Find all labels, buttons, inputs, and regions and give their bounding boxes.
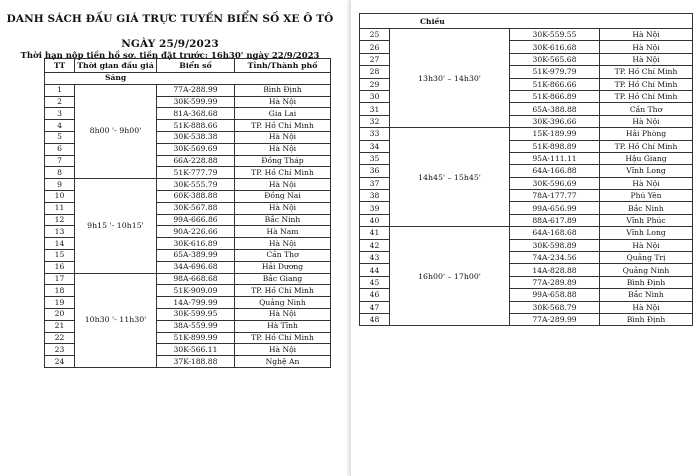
province: Hà Nội — [600, 177, 693, 189]
plate-number: 51K-777.79 — [157, 167, 235, 179]
province: Hà Nội — [600, 29, 693, 41]
row-index: 40 — [360, 214, 390, 226]
row-index: 28 — [360, 66, 390, 78]
row-index: 48 — [360, 313, 390, 325]
province: Bắc Ninh — [235, 214, 331, 226]
row-index: 25 — [360, 29, 390, 41]
province: Hà Nội — [235, 308, 331, 320]
row-index: 35 — [360, 152, 390, 164]
row-index: 19 — [45, 297, 75, 309]
row-index: 18 — [45, 285, 75, 297]
row-index: 46 — [360, 289, 390, 301]
auction-table-morning — [44, 58, 331, 368]
plate-number: 77A-289.99 — [510, 313, 600, 325]
plate-number: 81A-368.68 — [157, 108, 235, 120]
header-plate: Biển số — [157, 59, 235, 73]
row-index: 38 — [360, 190, 390, 202]
session-time: 13h30' – 14h30' — [390, 29, 510, 128]
table-row — [45, 273, 331, 285]
province: TP. Hồ Chí Minh — [600, 78, 693, 90]
province: TP. Hồ Chí Minh — [235, 167, 331, 179]
row-index: 16 — [45, 261, 75, 273]
plate-number: 78A-177.77 — [510, 190, 600, 202]
row-index: 43 — [360, 252, 390, 264]
province: Quảng Trị — [600, 252, 693, 264]
province: Vĩnh Long — [600, 227, 693, 239]
header-time: Thời gian đấu giá — [75, 59, 157, 73]
province: Hà Tĩnh — [235, 320, 331, 332]
province: Hà Nội — [235, 202, 331, 214]
plate-number: 30K-566.11 — [157, 344, 235, 356]
row-index: 11 — [45, 202, 75, 214]
table-row — [360, 227, 693, 239]
row-index: 3 — [45, 108, 75, 120]
row-index: 20 — [45, 308, 75, 320]
session-time: 8h00 '- 9h00' — [75, 84, 157, 178]
plate-number: 30K-599.95 — [157, 308, 235, 320]
session-group-row — [360, 14, 693, 29]
row-index: 39 — [360, 202, 390, 214]
plate-number: 74A-234.56 — [510, 252, 600, 264]
session-time: 10h30 '- 11h30' — [75, 273, 157, 367]
province: Hà Nội — [600, 301, 693, 313]
row-index: 2 — [45, 96, 75, 108]
province: Gia Lai — [235, 108, 331, 120]
plate-number: 65A-389.99 — [157, 249, 235, 261]
plate-number: 99A-656.99 — [510, 202, 600, 214]
row-index: 41 — [360, 227, 390, 239]
province: Cần Thơ — [600, 103, 693, 115]
province: Cần Thơ — [235, 249, 331, 261]
province: Quảng Ninh — [600, 264, 693, 276]
plate-number: 15K-189.99 — [510, 128, 600, 140]
plate-number: 30K-596.69 — [510, 177, 600, 189]
province: Đồng Nai — [235, 190, 331, 202]
row-index: 13 — [45, 226, 75, 238]
province: Vĩnh Long — [600, 165, 693, 177]
row-index: 36 — [360, 165, 390, 177]
plate-number: 14A-799.99 — [157, 297, 235, 309]
province: Hà Nội — [235, 143, 331, 155]
plate-number: 64A-166.88 — [510, 165, 600, 177]
session-time: 16h00' – 17h00' — [390, 227, 510, 326]
row-index: 24 — [45, 356, 75, 368]
row-index: 7 — [45, 155, 75, 167]
province: Bắc Ninh — [600, 202, 693, 214]
province: Bình Định — [600, 276, 693, 288]
province: Hà Nội — [235, 238, 331, 250]
plate-number: 51K-909.09 — [157, 285, 235, 297]
plate-number: 51K-899.99 — [157, 332, 235, 344]
plate-number: 30K-555.79 — [157, 179, 235, 191]
province: Hà Nội — [600, 41, 693, 53]
plate-number: 60K-388.88 — [157, 190, 235, 202]
session-time: 14h45' – 15h45' — [390, 128, 510, 227]
province: Hà Nội — [235, 96, 331, 108]
row-index: 1 — [45, 84, 75, 96]
plate-number: 34A-696.68 — [157, 261, 235, 273]
plate-number: 51K-866.89 — [510, 90, 600, 102]
deposit-deadline: Thời hạn nộp tiền hồ sơ, tiền đặt trước: 16h30' ngày 22/9/2023 — [20, 51, 320, 61]
plate-number: 30K-616.68 — [510, 41, 600, 53]
province: TP. Hồ Chí Minh — [600, 140, 693, 152]
table-row — [360, 29, 693, 41]
province: TP. Hồ Chí Minh — [600, 66, 693, 78]
plate-number: 64A-168.68 — [510, 227, 600, 239]
row-index: 17 — [45, 273, 75, 285]
province: TP. Hồ Chí Minh — [235, 332, 331, 344]
province: Vĩnh Phúc — [600, 214, 693, 226]
row-index: 5 — [45, 131, 75, 143]
province: Hà Nam — [235, 226, 331, 238]
plate-number: 88A-617.89 — [510, 214, 600, 226]
row-index: 14 — [45, 238, 75, 250]
plate-number: 30K-538.38 — [157, 131, 235, 143]
plate-number: 77A-289.89 — [510, 276, 600, 288]
row-index: 45 — [360, 276, 390, 288]
province: Hải Dương — [235, 261, 331, 273]
plate-number: 14A-828.88 — [510, 264, 600, 276]
province: TP. Hồ Chí Minh — [235, 285, 331, 297]
province: Hải Phòng — [600, 128, 693, 140]
row-index: 42 — [360, 239, 390, 251]
row-index: 27 — [360, 53, 390, 65]
province: TP. Hồ Chí Minh — [235, 120, 331, 132]
row-index: 10 — [45, 190, 75, 202]
province: Phú Yên — [600, 190, 693, 202]
plate-number: 95A-111.11 — [510, 152, 600, 164]
row-index: 44 — [360, 264, 390, 276]
province: Hậu Giang — [600, 152, 693, 164]
row-index: 47 — [360, 301, 390, 313]
province: Hà Nội — [600, 53, 693, 65]
row-index: 26 — [360, 41, 390, 53]
province: Hà Nội — [235, 344, 331, 356]
province: TP. Hồ Chí Minh — [600, 90, 693, 102]
province: Hà Nội — [235, 179, 331, 191]
plate-number: 66A-228.88 — [157, 155, 235, 167]
plate-number: 51K-898.89 — [510, 140, 600, 152]
row-index: 15 — [45, 249, 75, 261]
auction-table-afternoon — [359, 13, 693, 326]
document-date: NGÀY 25/9/2023 — [121, 38, 219, 50]
plate-number: 99A-658.88 — [510, 289, 600, 301]
plate-number: 30K-616.89 — [157, 238, 235, 250]
row-index: 32 — [360, 115, 390, 127]
header-province: Tỉnh/Thành phố — [235, 59, 331, 73]
plate-number: 65A-388.88 — [510, 103, 600, 115]
plate-number: 30K-568.79 — [510, 301, 600, 313]
row-index: 21 — [45, 320, 75, 332]
province: Nghệ An — [235, 356, 331, 368]
plate-number: 51K-888.66 — [157, 120, 235, 132]
row-index: 31 — [360, 103, 390, 115]
province: Bình Định — [600, 313, 693, 325]
province: Đồng Tháp — [235, 155, 331, 167]
row-index: 12 — [45, 214, 75, 226]
province: Hà Nội — [600, 239, 693, 251]
header-index: TT — [45, 59, 75, 73]
document-title: DANH SÁCH ĐẤU GIÁ TRỰC TUYẾN BIỂN SỐ XE Ô TÔ — [6, 13, 334, 25]
plate-number: 90A-226.66 — [157, 226, 235, 238]
province: Hà Nội — [235, 131, 331, 143]
plate-number: 30K-599.99 — [157, 96, 235, 108]
row-index: 9 — [45, 179, 75, 191]
plate-number: 30K-569.69 — [157, 143, 235, 155]
row-index: 37 — [360, 177, 390, 189]
table-row — [45, 84, 331, 96]
row-index: 22 — [45, 332, 75, 344]
session-group-label: Sáng — [45, 73, 331, 85]
plate-number: 30K-598.89 — [510, 239, 600, 251]
table-row — [45, 179, 331, 191]
plate-number: 77A-288.99 — [157, 84, 235, 96]
plate-number: 30K-396.66 — [510, 115, 600, 127]
session-group-label: Chiều — [360, 14, 693, 29]
table-header-row — [45, 59, 331, 73]
session-group-row — [45, 73, 331, 85]
province: Bình Định — [235, 84, 331, 96]
row-index: 33 — [360, 128, 390, 140]
row-index: 4 — [45, 120, 75, 132]
row-index: 8 — [45, 167, 75, 179]
plate-number: 98A-668.68 — [157, 273, 235, 285]
province: Bắc Ninh — [600, 289, 693, 301]
table-row — [360, 128, 693, 140]
session-time: 9h15 '- 10h15' — [75, 179, 157, 273]
province: Bắc Giang — [235, 273, 331, 285]
row-index: 30 — [360, 90, 390, 102]
plate-number: 99A-666.86 — [157, 214, 235, 226]
row-index: 34 — [360, 140, 390, 152]
plate-number: 38A-559.99 — [157, 320, 235, 332]
plate-number: 51K-866.66 — [510, 78, 600, 90]
plate-number: 30K-565.68 — [510, 53, 600, 65]
row-index: 23 — [45, 344, 75, 356]
plate-number: 30K-567.88 — [157, 202, 235, 214]
document-page-right — [350, 0, 695, 476]
province: Hà Nội — [600, 115, 693, 127]
plate-number: 30K-559.55 — [510, 29, 600, 41]
row-index: 29 — [360, 78, 390, 90]
row-index: 6 — [45, 143, 75, 155]
plate-number: 37K-188.88 — [157, 356, 235, 368]
document-page-left — [0, 0, 340, 476]
province: Quảng Ninh — [235, 297, 331, 309]
plate-number: 51K-979.79 — [510, 66, 600, 78]
